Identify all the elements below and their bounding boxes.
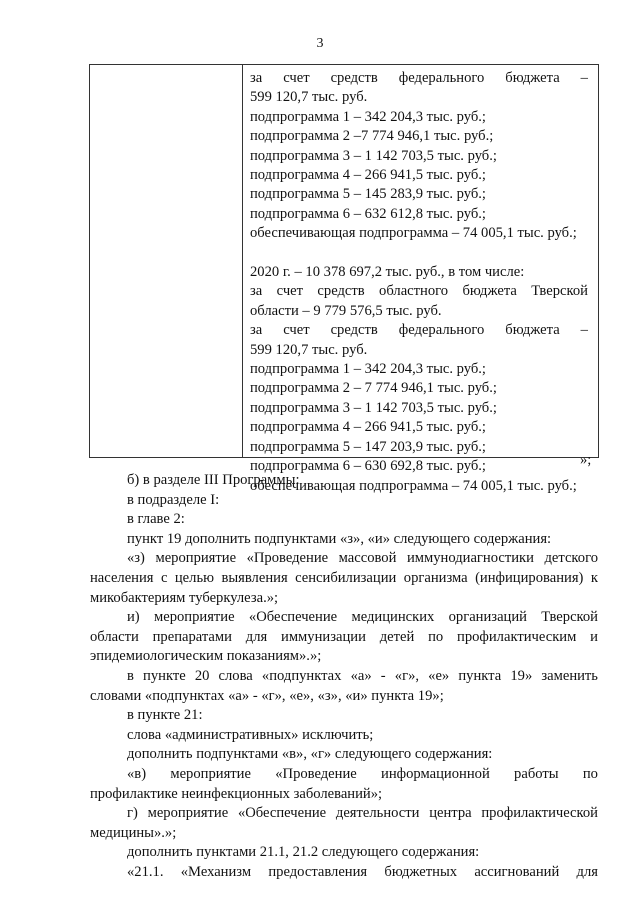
federal-2020-amount: 599 120,7 тыс. руб. [250, 341, 368, 358]
paragraph-line: «з) мероприятие «Проведение массовой иммунодиагностики детского [127, 550, 598, 567]
paragraph-line: «21.1. «Механизм предоставления бюджетных ассигнований для [127, 863, 598, 880]
subprogram-line: подпрограмма 3 – 1 142 703,5 тыс. руб.; [250, 147, 497, 164]
paragraph-line: области препаратами для иммунизации детей по профилактическим и [90, 628, 598, 645]
paragraph-line: в пункте 20 слова «подпунктах «а» - «г», «е» пункта 19» заменить [127, 667, 598, 684]
federal-2019-amount: 599 120,7 тыс. руб. [250, 89, 368, 106]
paragraph-line: населения с целью выявления сенсибилизации организма (инфицирования) к [90, 569, 598, 586]
paragraph-line: микобактериям туберкулеза.»; [90, 589, 279, 606]
subprogram-line: подпрограмма 4 – 266 941,5 тыс. руб.; [250, 167, 486, 184]
paragraph-line: в пункте 21: [127, 707, 203, 724]
table-column-divider [242, 65, 243, 457]
subprogram-line: подпрограмма 2 – 7 774 946,1 тыс. руб.; [250, 380, 497, 397]
subprogram-line: подпрограмма 6 – 632 612,8 тыс. руб.; [250, 205, 486, 222]
paragraph-line: профилактике неинфекционных заболеваний»; [90, 785, 383, 802]
support-subprogram-line: обеспечивающая подпрограмма – 74 005,1 тыс. руб.; [250, 225, 577, 242]
regional-2020-amount: области – 9 779 576,5 тыс. руб. [250, 302, 442, 319]
paragraph-line: слова «административных» исключить; [127, 726, 374, 743]
subprogram-line: подпрограмма 5 – 147 203,9 тыс. руб.; [250, 438, 486, 455]
paragraph-line: медицины».»; [90, 824, 177, 841]
regional-2020-line: за счет средств областного бюджета Тверской [250, 283, 588, 300]
federal-2020-line: за счет средств федерального бюджета – [250, 322, 588, 339]
paragraph-line: в главе 2: [127, 511, 185, 528]
page-number: 3 [316, 36, 324, 51]
table-closing-quote: »; [580, 452, 592, 468]
paragraph-line: словами «подпунктах «а» - «г», «е», «з», «и» пункта 19»; [90, 687, 444, 704]
subprogram-line: подпрограмма 1 – 342 204,3 тыс. руб.; [250, 361, 486, 378]
paragraph-line: б) в разделе III Программы: [127, 472, 300, 488]
paragraph-line: пункт 19 дополнить подпунктами «з», «и» следующего содержания: [127, 530, 552, 547]
subprogram-line: подпрограмма 2 –7 774 946,1 тыс. руб.; [250, 128, 494, 145]
amendment-text [90, 471, 598, 882]
paragraph-line: в подразделе I: [127, 491, 220, 508]
funding-cell [250, 69, 588, 496]
subprogram-line: подпрограмма 5 – 145 283,9 тыс. руб.; [250, 186, 486, 203]
paragraph-line: эпидемиологическим показаниям».»; [90, 648, 322, 665]
subprogram-line: подпрограмма 4 – 266 941,5 тыс. руб.; [250, 419, 486, 436]
year-2020-total: 2020 г. – 10 378 697,2 тыс. руб., в том числе: [250, 264, 525, 281]
paragraph-line: и) мероприятие «Обеспечение медицинских организаций Тверской [127, 609, 598, 626]
paragraph-line: «в) мероприятие «Проведение информационной работы по [127, 765, 598, 782]
subprogram-line: подпрограмма 1 – 342 204,3 тыс. руб.; [250, 108, 486, 125]
support-subprogram-line: обеспечивающая подпрограмма – 74 005,1 тыс. руб.; [250, 477, 577, 494]
subprogram-line: подпрограмма 6 – 630 692,8 тыс. руб.; [250, 458, 486, 475]
subprogram-line: подпрограмма 3 – 1 142 703,5 тыс. руб.; [250, 399, 497, 416]
paragraph-line: дополнить пунктами 21.1, 21.2 следующего содержания: [127, 844, 480, 861]
paragraph-line: г) мероприятие «Обеспечение деятельности центра профилактической [127, 805, 598, 822]
paragraph-line: дополнить подпунктами «в», «г» следующего содержания: [127, 746, 493, 763]
federal-2019-line: за счет средств федерального бюджета – [250, 70, 588, 86]
